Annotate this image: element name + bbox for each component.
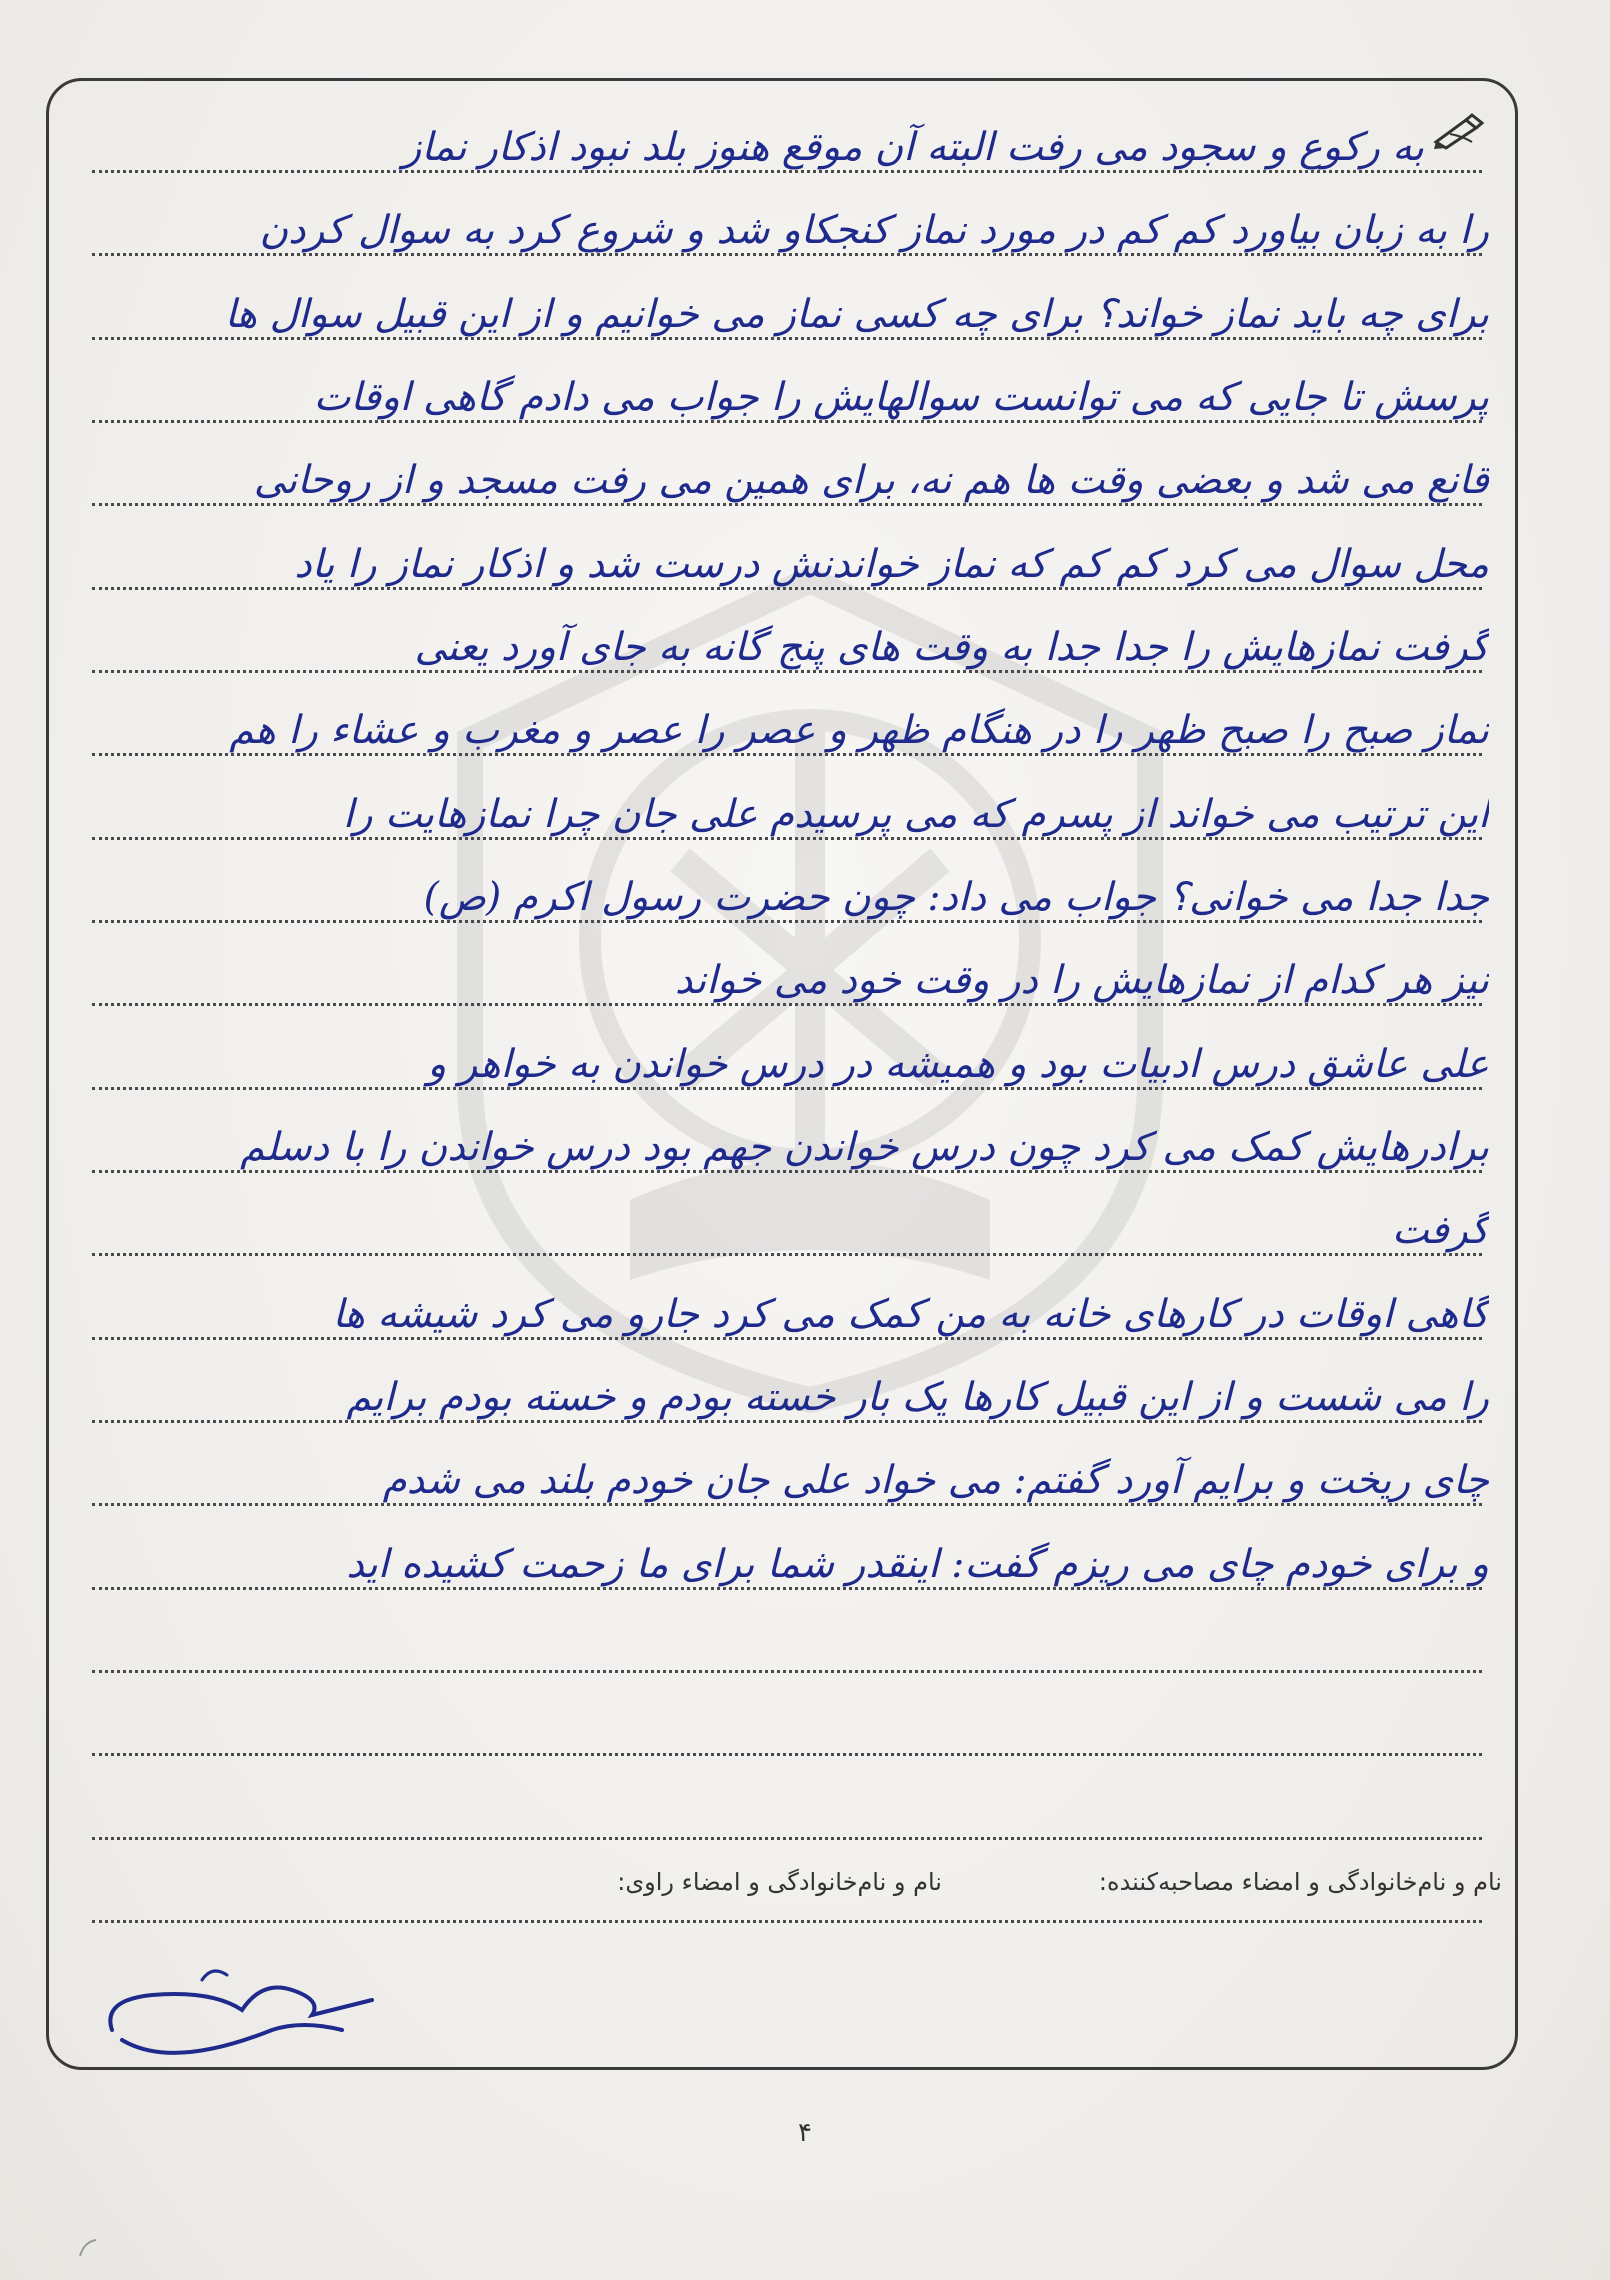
handwritten-line: علی عاشق درس ادبیات بود و همیشه در درس خواندن به خواهر و	[427, 1042, 1489, 1087]
handwritten-line: محل سوال می کرد کم کم که نماز خواندنش درست شد و اذکار نماز را یاد	[294, 542, 1489, 587]
handwritten-line: چای ریخت و برایم آورد گفتم: می خواد علی جان خودم بلند می شدم	[382, 1458, 1489, 1503]
handwritten-signature	[92, 1960, 392, 2080]
ruled-line	[92, 1837, 1482, 1840]
page-number: ۴	[798, 2118, 812, 2148]
interviewer-signature-label: نام و نام‌خانوادگی و امضاء مصاحبه‌کننده:	[1098, 1868, 1502, 1896]
handwritten-line: قانع می شد و بعضی وقت ها هم نه، برای همین می رفت مسجد و از روحانی	[253, 458, 1489, 503]
handwritten-line: را به زبان بیاورد کم کم در مورد نماز کنجکاو شد و شروع کرد به سوال کردن	[259, 208, 1489, 253]
handwritten-line: برادرهایش کمک می کرد چون درس خواندن جهم بود درس خواندن را با دسلم	[240, 1125, 1489, 1170]
handwritten-line: را می شست و از این قبیل کارها یک بار خسته بودم و خسته بودم برایم	[346, 1375, 1489, 1420]
handwritten-line: گرفت نمازهایش را جدا جدا به وقت های پنج گانه به جای آورد یعنی	[414, 625, 1489, 670]
handwritten-line: این ترتیب می خواند از پسرم که می پرسیدم علی جان چرا نمازهایت را	[342, 792, 1489, 837]
handwritten-line: گاهی اوقات در کارهای خانه به من کمک می کرد جارو می کرد شیشه ها	[332, 1292, 1489, 1337]
ruled-line	[92, 1753, 1482, 1756]
handwritten-line: نیز هر کدام از نمازهایش را در وقت خود می خواند	[674, 958, 1489, 1003]
ruled-line	[92, 1670, 1482, 1673]
handwritten-line: به رکوع و سجود می رفت البته آن موقع هنوز بلد نبود اذکار نماز	[402, 125, 1424, 170]
corner-mark-icon	[74, 2232, 104, 2262]
handwritten-line: گرفت	[1391, 1208, 1489, 1253]
handwritten-line: و برای خودم چای می ریزم گفت: اینقدر شما برای ما زحمت کشیده اید	[346, 1542, 1489, 1587]
handwritten-line: نماز صبح را صبح ظهر را در هنگام ظهر و عصر را عصر و مغرب و عشاء را هم	[229, 708, 1489, 753]
handwritten-line: پرسش تا جایی که می توانست سوالهایش را جواب می دادم گاهی اوقات	[313, 375, 1489, 420]
ruled-line	[92, 1920, 1482, 1923]
handwritten-line: برای چه باید نماز خواند؟ برای چه کسی نماز می خوانیم و از این قبیل سوال ها	[224, 292, 1489, 337]
narrator-signature-label: نام و نام‌خانوادگی و امضاء راوی:	[617, 1868, 942, 1896]
pen-icon	[1432, 112, 1486, 150]
handwritten-line: جدا جدا می خوانی؟ جواب می داد: چون حضرت رسول اکرم (ص)	[423, 875, 1489, 920]
